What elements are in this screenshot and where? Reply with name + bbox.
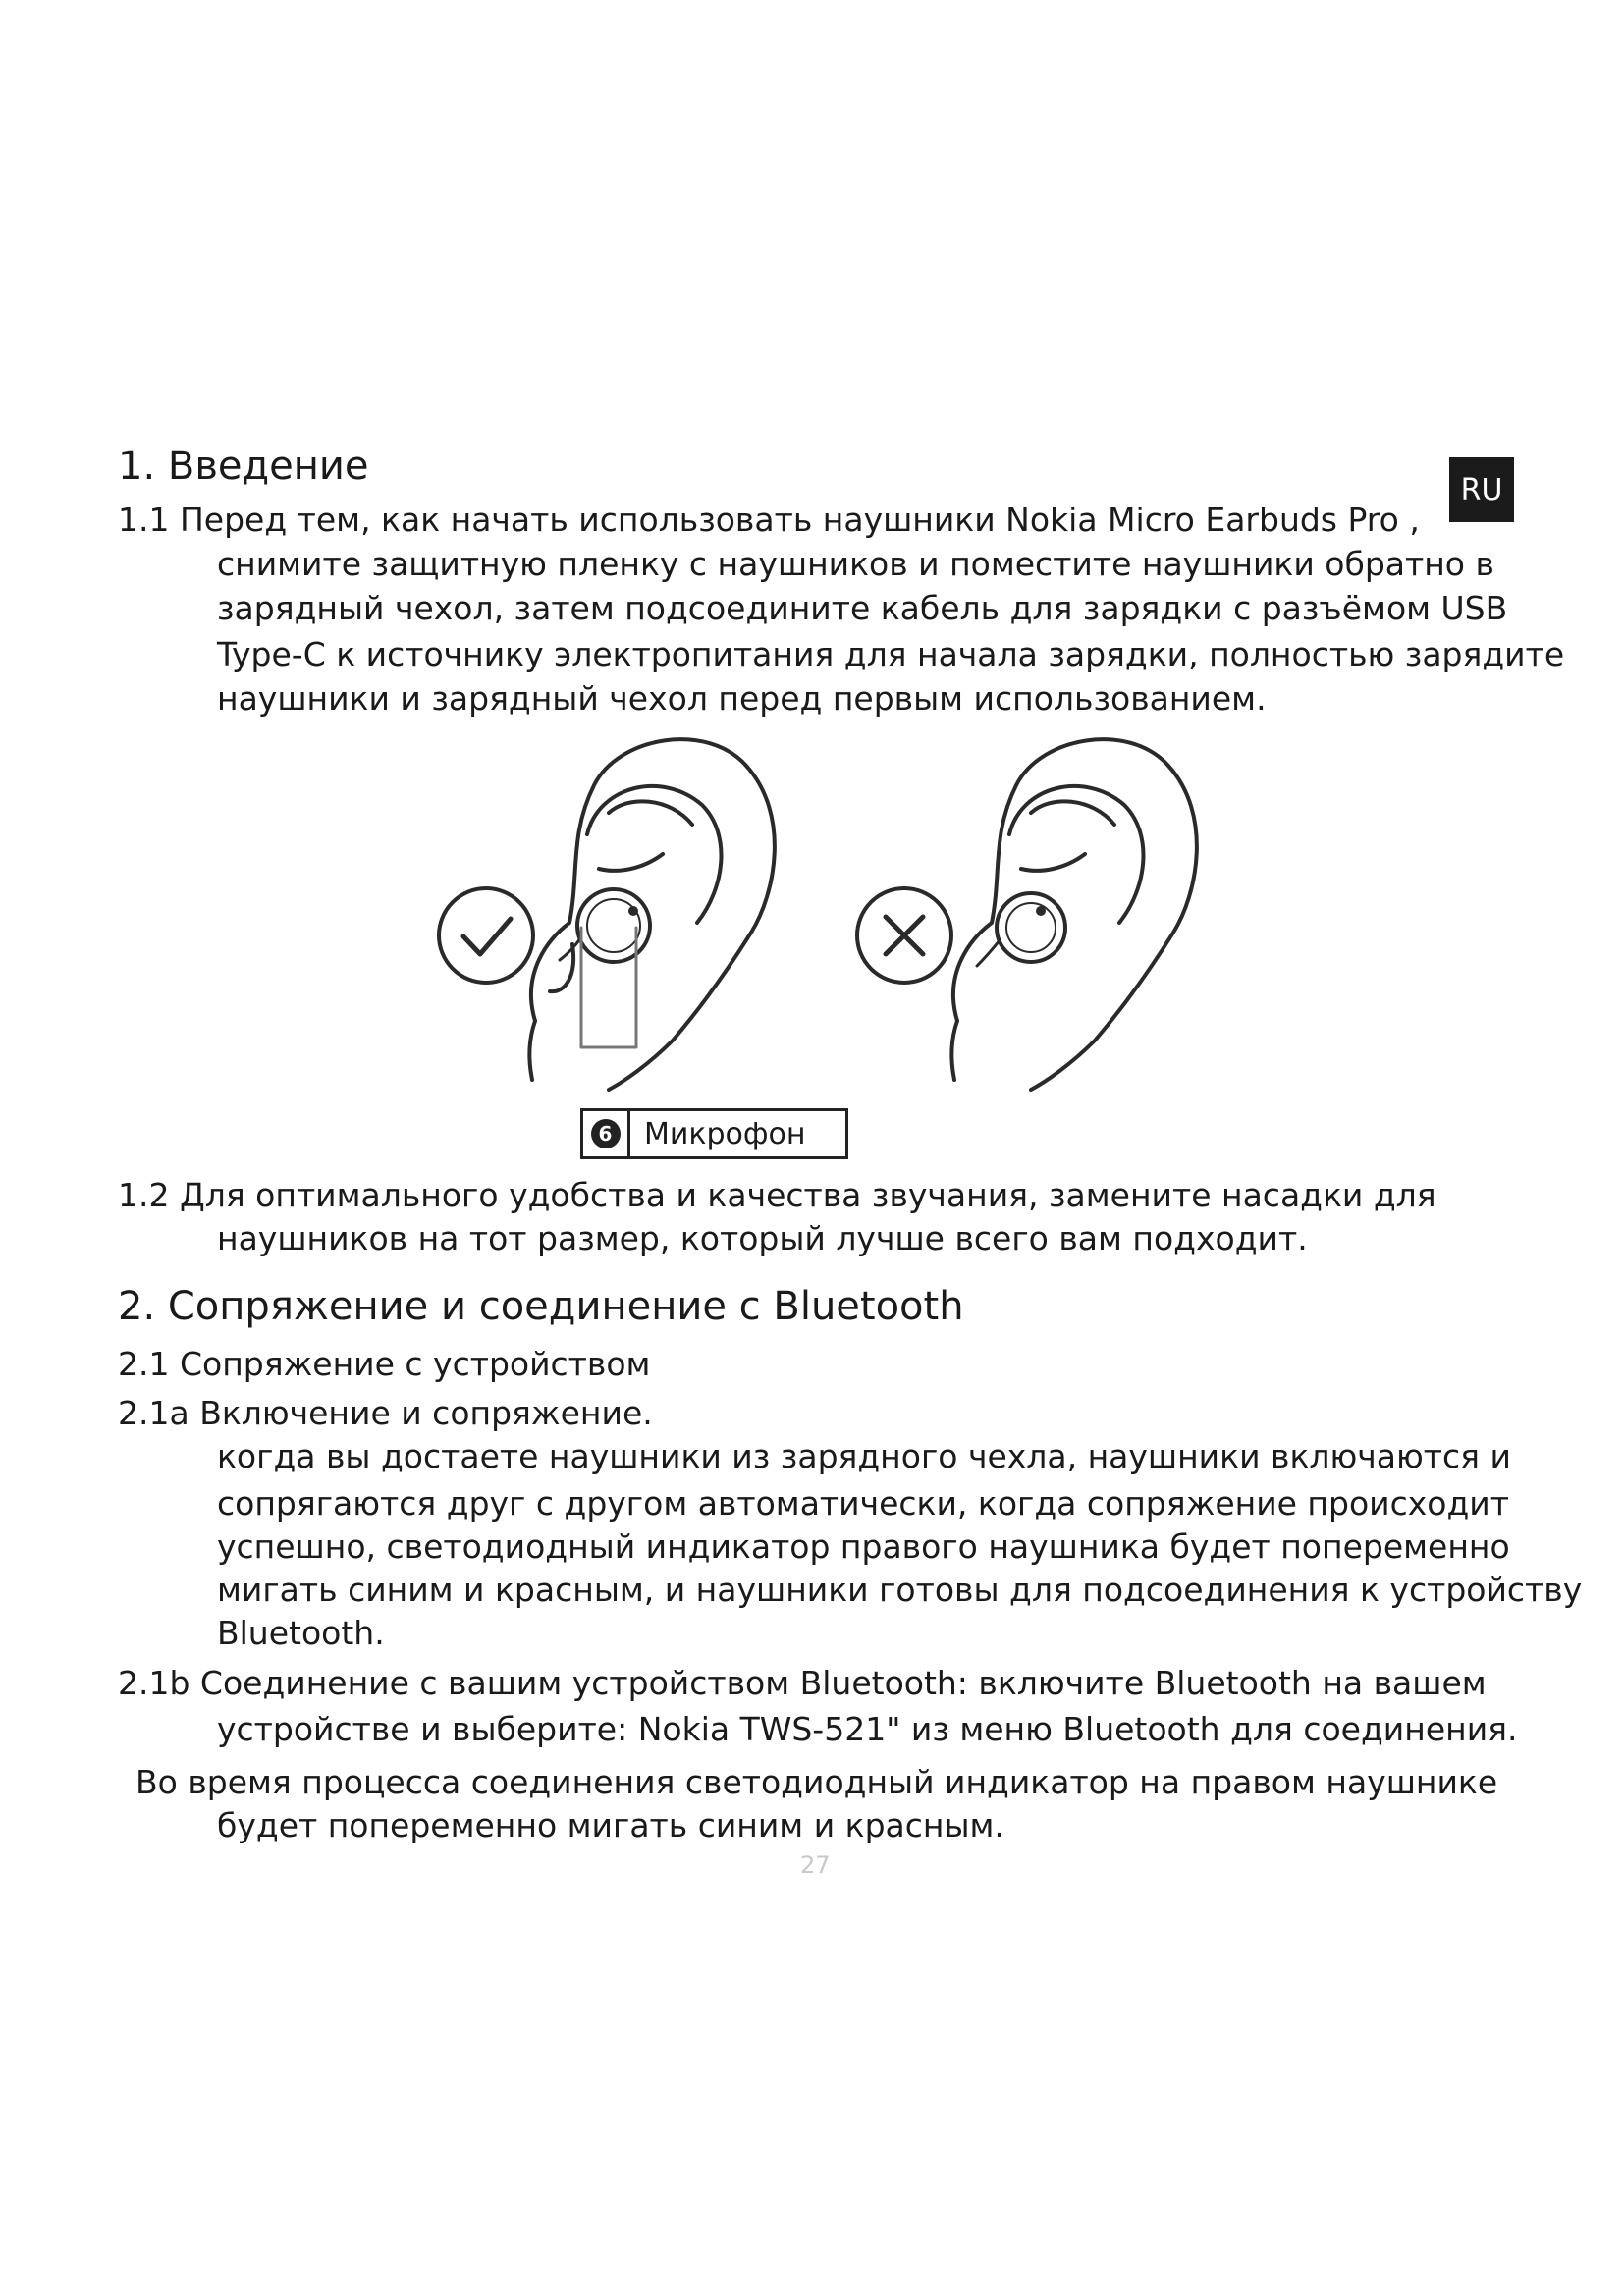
x-circle-icon bbox=[857, 888, 951, 983]
language-badge: RU bbox=[1449, 457, 1514, 522]
section-2-heading: 2. Сопряжение и соединение с Bluetooth bbox=[118, 1284, 964, 1329]
text-line: сопрягаются друг с другом автоматически, когда сопряжение происходит bbox=[217, 1484, 1509, 1522]
text-line: снимите защитную пленку с наушников и поместите наушники обратно в bbox=[217, 545, 1494, 583]
text-line: мигать синим и красным, и наушники готовы для подсоединения к устройству bbox=[217, 1571, 1583, 1609]
text-line: успешно, светодиодный индикатор правого наушника будет попеременно bbox=[217, 1527, 1510, 1566]
subsection-2-1-heading: 2.1 Сопряжение с устройством bbox=[118, 1345, 651, 1383]
ear-incorrect-fit bbox=[951, 739, 1197, 1090]
text-line: Bluetooth. bbox=[217, 1614, 385, 1652]
text-line: 1.2 Для оптимального удобства и качества звучания, замените насадки для bbox=[118, 1176, 1436, 1214]
text-line: наушников на тот размер, который лучше всего вам подходит. bbox=[217, 1219, 1308, 1257]
section-1-heading: 1. Введение bbox=[118, 444, 369, 489]
page-number: 27 bbox=[800, 1851, 831, 1879]
text-line: Во время процесса соединения светодиодный индикатор на правом наушнике bbox=[135, 1763, 1498, 1801]
ear-correct-fit bbox=[529, 739, 775, 1090]
text-line: зарядный чехол, затем подсоедините кабель для зарядки с разъёмом USB bbox=[217, 589, 1508, 627]
text-line: будет попеременно мигать синим и красным. bbox=[217, 1806, 1004, 1844]
text-line: наушники и зарядный чехол перед первым использованием. bbox=[217, 679, 1267, 718]
callout-number-badge: 6 bbox=[591, 1119, 621, 1148]
text-line: устройстве и выберите: Nokia TWS-521" из меню Bluetooth для соединения. bbox=[217, 1710, 1518, 1748]
text-line: когда вы достаете наушники из зарядного чехла, наушники включаются и bbox=[217, 1437, 1511, 1475]
microphone-callout bbox=[580, 1108, 848, 1159]
callout-number bbox=[583, 1111, 630, 1156]
subsection-2-1a-heading: 2.1a Включение и сопряжение. bbox=[118, 1394, 653, 1432]
microphone-label: Микрофон bbox=[644, 1116, 806, 1151]
text-line: 1.1 Перед тем, как начать использовать наушники Nokia Micro Earbuds Pro , bbox=[118, 501, 1420, 539]
text-line: 2.1b Соединение с вашим устройством Bluetooth: включите Bluetooth на вашем bbox=[118, 1664, 1487, 1702]
earbud-incorrect bbox=[977, 893, 1065, 966]
check-circle-icon bbox=[439, 888, 533, 983]
text-line: Type-C к источнику электропитания для начала зарядки, полностью зарядите bbox=[217, 635, 1565, 673]
